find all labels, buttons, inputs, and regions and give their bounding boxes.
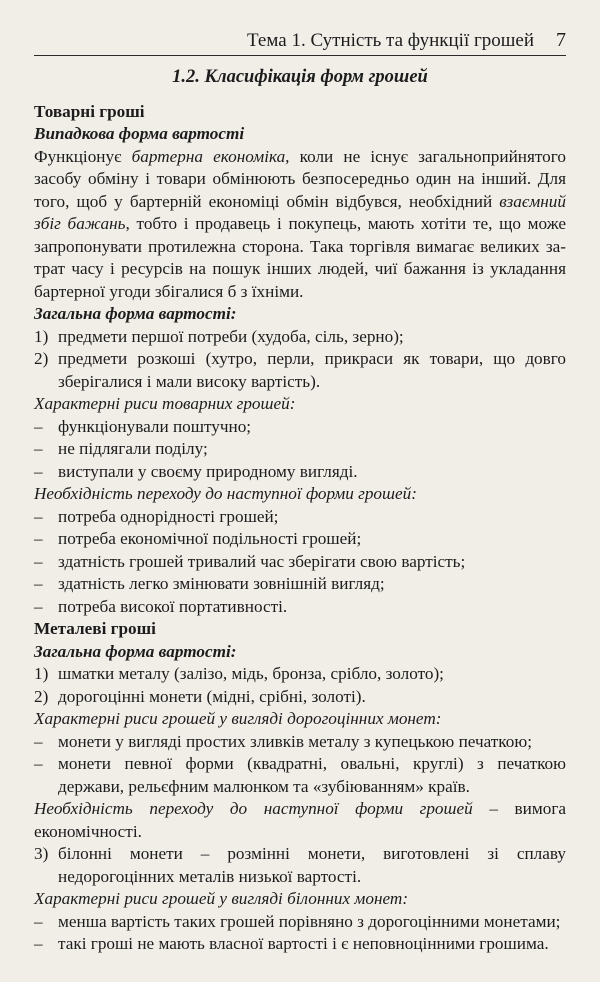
list-item-text: виступали у своєму природному вигляді.	[58, 461, 358, 481]
running-title: Тема 1. Сутність та функції грошей	[247, 30, 534, 51]
list-item-text: не підлягали поділу;	[58, 439, 208, 458]
billon-traits-list	[34, 911, 566, 956]
list-marker: –	[34, 439, 43, 458]
intro-line	[34, 168, 566, 191]
necessity-item	[34, 506, 566, 529]
list-item-text: такі гроші не мають власної вартості і є неповноцінними грошима.	[58, 934, 549, 953]
intro-text: засобу обміну і товари обмінюють безпосередньо один на інший. Для	[34, 169, 566, 188]
list-marker: 3)	[34, 844, 49, 863]
trait-item	[34, 416, 566, 439]
intro-text: трат часу і ресурсів на пошук інших людей, чиї бажання із укладання	[34, 259, 566, 278]
list-marker: –	[34, 416, 43, 436]
list-marker: –	[34, 754, 43, 773]
metal-general-form-heading: Загальна форма вартості:	[34, 641, 237, 661]
list-marker: –	[34, 934, 43, 953]
list-item-text: шматки металу (залізо, мідь, бронза, срібло, золото);	[58, 664, 444, 683]
intro-paragraph	[34, 146, 566, 304]
list-item-text: потреба високої портативності.	[58, 596, 288, 616]
billon-item	[34, 843, 566, 888]
list-item-text: предмети першої потреби (худоба, сіль, зерно);	[58, 326, 404, 346]
metal-general-form-list	[34, 663, 566, 708]
precious-trait-item	[34, 753, 566, 798]
billon-list	[34, 843, 566, 888]
list-item-text: здатність грошей тривалий час зберігати свою вартість;	[58, 551, 466, 571]
precious-traits-list	[34, 731, 566, 799]
page-content	[34, 64, 566, 956]
intro-text: , тобто і продавець і покупець, мають хотіти те, що може	[125, 214, 566, 233]
intro-line	[34, 236, 566, 259]
list-item-text: потреба однорідності грошей;	[58, 506, 279, 526]
metal-general-form-item	[34, 686, 566, 709]
necessity-item	[34, 573, 566, 596]
list-item-text: менша вартість таких грошей порівняно з дорогоцінними монетами;	[58, 911, 561, 931]
intro-line	[34, 213, 566, 236]
general-form-item	[34, 348, 566, 393]
metal-general-form-item	[34, 663, 566, 686]
list-marker: –	[34, 506, 43, 526]
metal-necessity-text: – вимога економічності.	[34, 799, 566, 841]
random-form-subheading: Випадкова форма вартості	[34, 124, 245, 143]
metal-necessity-heading: Необхідність переходу до наступної форми грошей	[34, 799, 473, 818]
intro-text: запропонувати протилежна сторона. Така торгівля вимагає великих за-	[34, 236, 566, 256]
billon-trait-item	[34, 911, 566, 934]
list-item-text: функціонували поштучно;	[58, 416, 252, 436]
list-marker: –	[34, 731, 43, 751]
general-form-item	[34, 326, 566, 349]
intro-line	[34, 191, 566, 214]
running-header	[34, 30, 566, 56]
list-item-text: білонні монети – розмінні монети, виготовлені зі сплаву недорогоцінних металів низької вартості.	[58, 844, 566, 886]
intro-text: Функціонує	[34, 146, 132, 166]
list-item-text: предмети розкоші (хутро, перли, прикраси як товари, що довго зберігалися і мали високу вартість).	[58, 349, 566, 391]
list-marker: –	[34, 529, 43, 548]
list-item-text: потреба економічної подільності грошей;	[58, 529, 362, 548]
list-marker: 1)	[34, 326, 49, 346]
intro-term: взаємний	[499, 191, 566, 211]
list-marker: –	[34, 574, 43, 593]
traits-heading: Характерні риси товарних грошей:	[34, 394, 296, 413]
list-item-text: монети у вигляді простих зливків металу з купецькою печаткою;	[58, 731, 532, 751]
intro-term: збіг бажань	[34, 214, 126, 233]
necessity-heading: Необхідність переходу до наступної форми грошей:	[34, 484, 417, 503]
metal-heading: Металеві гроші	[34, 619, 156, 638]
intro-text: бартерної угоди збігалися б з їхніми.	[34, 281, 304, 301]
list-marker: –	[34, 461, 43, 481]
billon-trait-item	[34, 933, 566, 956]
list-marker: –	[34, 596, 43, 616]
list-marker: –	[34, 551, 43, 571]
general-form-list	[34, 326, 566, 394]
intro-text: того, щоб у бартерній економіці обмін відбувся, необхідний	[34, 191, 500, 211]
list-item-text: дорогоцінні монети (мідні, срібні, золоті).	[58, 686, 366, 706]
necessity-list	[34, 506, 566, 619]
traits-list	[34, 416, 566, 484]
intro-line	[34, 258, 566, 281]
page-number: 7	[556, 29, 566, 51]
general-form-heading: Загальна форма вартості:	[34, 304, 237, 323]
metal-necessity-paragraph	[34, 798, 566, 843]
billon-traits-heading: Характерні риси грошей у вигляді білонних монет:	[34, 889, 409, 908]
commodity-heading: Товарні гроші	[34, 101, 145, 121]
list-marker: 2)	[34, 349, 49, 368]
intro-text: , коли не існує загальноприйнятого	[285, 146, 566, 166]
intro-line	[34, 281, 566, 304]
intro-line	[34, 146, 566, 169]
intro-term: бартерна економіка	[131, 146, 286, 166]
list-item-text: монети певної форми (квадратні, овальні, круглі) з печаткою держави, рельєфним малюнком та «зубіюванням» країв.	[58, 754, 566, 796]
list-marker: 1)	[34, 664, 49, 683]
necessity-item	[34, 551, 566, 574]
list-marker: 2)	[34, 686, 49, 706]
trait-item	[34, 461, 566, 484]
necessity-item	[34, 528, 566, 551]
precious-traits-heading: Характерні риси грошей у вигляді дорогоцінних монет:	[34, 709, 442, 728]
list-item-text: здатність легко змінювати зовнішній вигляд;	[58, 574, 385, 593]
precious-trait-item	[34, 731, 566, 754]
list-marker: –	[34, 911, 43, 931]
section-title: 1.2. Класифікація форм грошей	[172, 67, 428, 87]
trait-item	[34, 438, 566, 461]
necessity-item	[34, 596, 566, 619]
